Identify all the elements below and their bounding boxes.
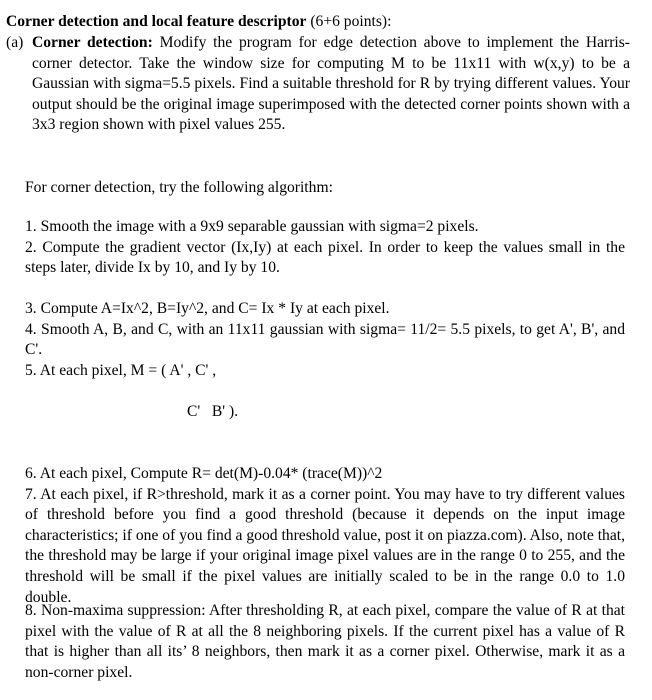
algorithm-intro: For corner detection, try the following algorithm: bbox=[25, 179, 333, 196]
title-heading: Corner detection and local feature descriptor bbox=[6, 13, 307, 30]
part-a-heading: Corner detection: bbox=[32, 34, 153, 51]
part-a bbox=[6, 33, 630, 136]
part-a-text: Modify the program for edge detection above to implement the Harris-corner detector. Take the window size for computing M to be 11x11 with w(x,y) to be a Gaussian with sigma=5.5 pixels. Find a suitable threshold for R by trying different values. Your output should be the original image superimposed with the detected corner points shown with a 3x3 region shown with pixel values 255. bbox=[32, 34, 630, 134]
steps-group-1 bbox=[25, 217, 625, 279]
steps-group-2 bbox=[25, 299, 625, 381]
problem-title bbox=[6, 12, 646, 33]
step-6: 6. At each pixel, Compute R= det(M)-0.04* (trace(M))^2 bbox=[25, 465, 383, 482]
title-points: (6+6 points): bbox=[310, 13, 392, 30]
step-1: 1. Smooth the image with a 9x9 separable gaussian with sigma=2 pixels. bbox=[25, 218, 479, 235]
step-5: 5. At each pixel, M = ( A' , C' , bbox=[25, 361, 217, 379]
part-a-body bbox=[32, 33, 630, 136]
steps-group-3 bbox=[25, 464, 625, 608]
step-5-matrix-row-2: C' B' ). bbox=[187, 403, 239, 420]
step-7: 7. At each pixel, if R>threshold, mark it as a corner point. You may have to try different values of threshold before you find a good threshold (because it depends on the input image characteristics; if one of you find a good threshold value, post it on piazza.com). Also, note that, the threshold may be large if your original image pixel values are in the range 0 to 255, and the threshold will be small if the pixel values are initially scaled to be in the range 0.0 to 1.0 double. bbox=[25, 485, 625, 606]
step-4: 4. Smooth A, B, and C, with an 11x11 gaussian with sigma= 11/2= 5.5 pixels, to get A', B', and C'. bbox=[25, 320, 625, 359]
step-8: 8. Non-maxima suppression: After thresholding R, at each pixel, compare the value of R at that pixel with the value of R at all the 8 neighboring pixels. If the current pixel has a value of R that is higher than all its’ 8 neighbors, then mark it as a corner pixel. Otherwise, mark it as a non-corner pixel. bbox=[25, 602, 625, 681]
part-a-label: (a) bbox=[6, 34, 24, 51]
step-3: 3. Compute A=Ix^2, B=Iy^2, and C= Ix * Iy at each pixel. bbox=[25, 300, 390, 317]
step-2: 2. Compute the gradient vector (Ix,Iy) at each pixel. In order to keep the values small in the steps later, divide Ix by 10, and Iy by 10. bbox=[25, 238, 625, 277]
